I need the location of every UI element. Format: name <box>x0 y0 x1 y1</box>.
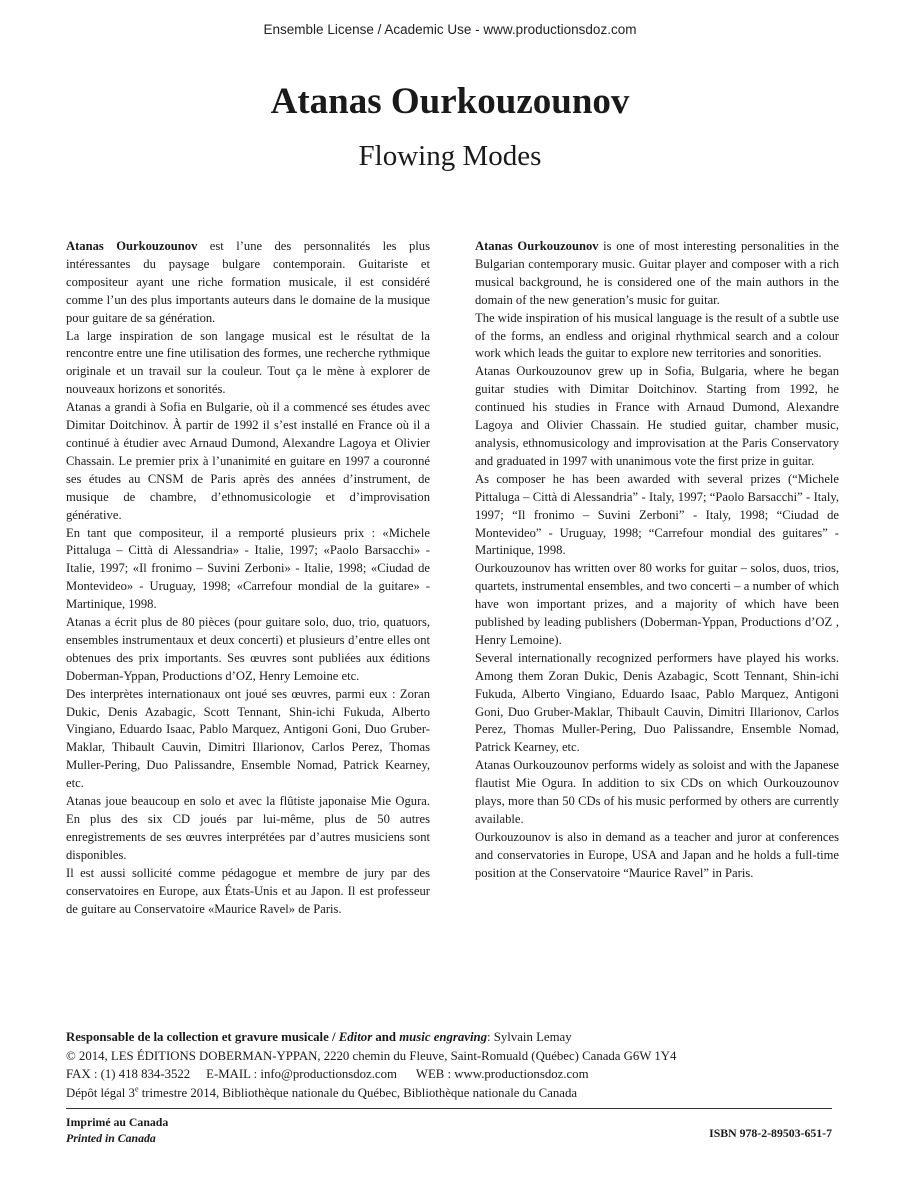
work-title: Flowing Modes <box>358 140 542 172</box>
en-paragraph: Atanas Ourkouzounov is one of most interesting personalities in the Bulgarian contemporary music. Guitar player and composer with a rich musical background, he is considered one of the main authors in the domain of the new generation’s music for guitar. <box>475 239 839 307</box>
fr-lead-name: Atanas Ourkouzounov <box>66 239 198 253</box>
fr-paragraph: La large inspiration de son langage musical est le résultat de la rencontre entre une fine utilisation des formes, une recherche rythmique originale et un travail sur la couleur. Tout ça le mène à explorer de nouveaux horizons et sonorités. <box>66 328 430 397</box>
fr-paragraph: En tant que compositeur, il a remporté plusieurs prix : «Michele Pittaluga – Città di Alessandria» - Italie, 1997; «Paolo Barsacchi» - Italie, 1997; «Il fronimo – Suvini Zerboni» - Italie, 1998; «Ciudad de Montevideo» - Uruguay, 1998; «Carrefour mondial de la guitare» - Martinique, 1998. <box>66 525 430 612</box>
english-biography <box>475 238 839 883</box>
legal-deposit-line: Dépôt légal 3e trimestre 2014, Bibliothèque nationale du Québec, Bibliothèque nationale du Canada <box>66 1084 578 1100</box>
en-paragraph: Atanas Ourkouzounov grew up in Sofia, Bulgaria, where he began guitar studies with Dimitar Doitchinov. Starting from 1992, he continued his studies in France with Arnaud Dumond, Alexandre Lagoya and Olivier Chassain. He studied guitar, chamber music, analysis, ethnomusicology and improvisation at the Paris Conservatory and graduated in 1997 with unanimous vote the first prize in guitar. <box>475 364 839 468</box>
isbn: ISBN 978-2-89503-651-7 <box>709 1126 832 1140</box>
fr-paragraph: Atanas Ourkouzounov est l’une des personnalités les plus intéressantes du paysage bulgare contemporain. Guitariste et compositeur ayant une riche formation musicale, il est considéré comme l’un des plus importants auteurs dans le domaine de la musique pour guitare de sa génération. <box>66 239 430 325</box>
en-paragraph: Atanas Ourkouzounov performs widely as soloist and with the Japanese flautist Mie Ogura. In addition to six CDs on which Ourkouzounov plays, more than 50 CDs of his music performed by others are currently available. <box>475 758 839 826</box>
printed-in <box>66 1114 168 1146</box>
copyright-line: © 2014, LES ÉDITIONS DOBERMAN-YPPAN, 2220 chemin du Fleuve, Saint-Romuald (Québec) Canada G6W 1Y4 <box>66 1048 677 1063</box>
publisher-credits <box>66 1028 846 1102</box>
en-lead-name: Atanas Ourkouzounov <box>475 239 599 253</box>
en-paragraph: The wide inspiration of his musical language is the result of a subtle use of the forms, an endless and original rhythmical search and a colour work which leads the guitar to explore new territories and sonorities. <box>475 310 839 361</box>
fr-paragraph: Atanas a grandi à Sofia en Bulgarie, où il a commencé ses études avec Dimitar Doitchinov. À partir de 1992 il s’est installé en France où il a continué à étudier avec Arnaud Dumond, Alexandre Lagoya et Olivier Chassain. Le premier prix à l’unanimité en guitare en 1997 a couronné ses études au CNSM de Paris après des années d’instrument, de musique de chambre, d’ethnomusicologie et d’improvisation générative. <box>66 400 430 522</box>
printed-fr: Imprimé au Canada <box>66 1115 169 1129</box>
fr-paragraph: Il est aussi sollicité comme pédagogue et membre de jury par des conservatoires en Europe, aux États-Unis et au Japon. Il est professeur de guitare au Conservatoire «Maurice Ravel» de Paris. <box>66 865 430 916</box>
fr-paragraph: Atanas a écrit plus de 80 pièces (pour guitare solo, duo, trio, quatuors, ensembles instrumentaux et deux concerti) et plusieurs d’entre elles ont obtenues des prix importants. Ses œuvres sont publiées aux éditions Doberman-Yppan, Productions d’OZ, Henry Lemoine etc. <box>66 615 430 683</box>
printed-en: Printed in Canada <box>66 1131 156 1145</box>
fr-paragraph: Des interprètes internationaux ont joué ses œuvres, parmi eux : Zoran Dukic, Denis Azabagic, Scott Tennant, Shin-ichi Fukuda, Alberto Vingiano, Eduardo Isaac, Pablo Marquez, Antigoni Goni, Duo Gruber-Maklar, Thibault Cauvin, Dimitri Illarionov, Carlos Perez, Thomas Muller-Pering, Duo Palissandre, Ensemble Nomad, Patrick Kearney, etc. <box>66 686 430 791</box>
en-paragraph: Ourkouzounov has written over 80 works for guitar – solos, duos, trios, quartets, instrumental ensembles, and two concerti – a number of which have won important prizes, and a majority of which have been published by leading publishers (Doberman-Yppan, Productions d’OZ , Henry Lemoine). <box>475 561 839 647</box>
en-paragraph: Ourkouzounov is also in demand as a teacher and juror at conferences and conservatories in Europe, USA and Japan and he holds a full-time position at the Conservatoire “Maurice Ravel” in Paris. <box>475 829 839 880</box>
en-paragraph: As composer he has been awarded with several prizes (“Michele Pittaluga – Città di Alessandria” - Italy, 1997; “Paolo Barsacchi” - Italy, 1997; “Il fronimo – Suvini Zerboni” - Italy, 1998; “Ciudad de Montevideo” - Uruguay, 1998; “Carrefour mondial des guitares” - Martinique, 1998. <box>475 471 839 558</box>
en-paragraph: Several internationally recognized performers have played his works. Among them Zoran Dukic, Denis Azabagic, Scott Tennant, Shin-ichi Fukuda, Alberto Vingiano, Eduardo Isaac, Pablo Marquez, Antigoni Goni, Duo Gruber-Maklar, Thibault Cauvin, Dimitri Illarionov, Carlos Perez, Thomas Muller-Pering, Duo Palissandre, Ensemble Nomad, Patrick Kearney, etc. <box>475 650 839 755</box>
contact-line: FAX : (1) 418 834-3522 E-MAIL : info@productionsdoz.com WEB : www.productionsdoz.com <box>66 1067 589 1081</box>
french-biography <box>66 238 430 918</box>
composer-name: Atanas Ourkouzounov <box>270 81 630 122</box>
editor-line: Responsable de la collection et gravure musicale / Editor and music engraving: Sylvain Lemay <box>66 1030 572 1044</box>
fr-paragraph: Atanas joue beaucoup en solo et avec la flûtiste japonaise Mie Ogura. En plus des six CD joués par lui-même, plus de 50 autres enregistrements de ses œuvres interprétées par d’autres musiciens sont disponibles. <box>66 794 430 862</box>
license-notice: Ensemble License / Academic Use - www.productionsdoz.com <box>263 22 637 37</box>
footer-divider <box>66 1108 832 1109</box>
